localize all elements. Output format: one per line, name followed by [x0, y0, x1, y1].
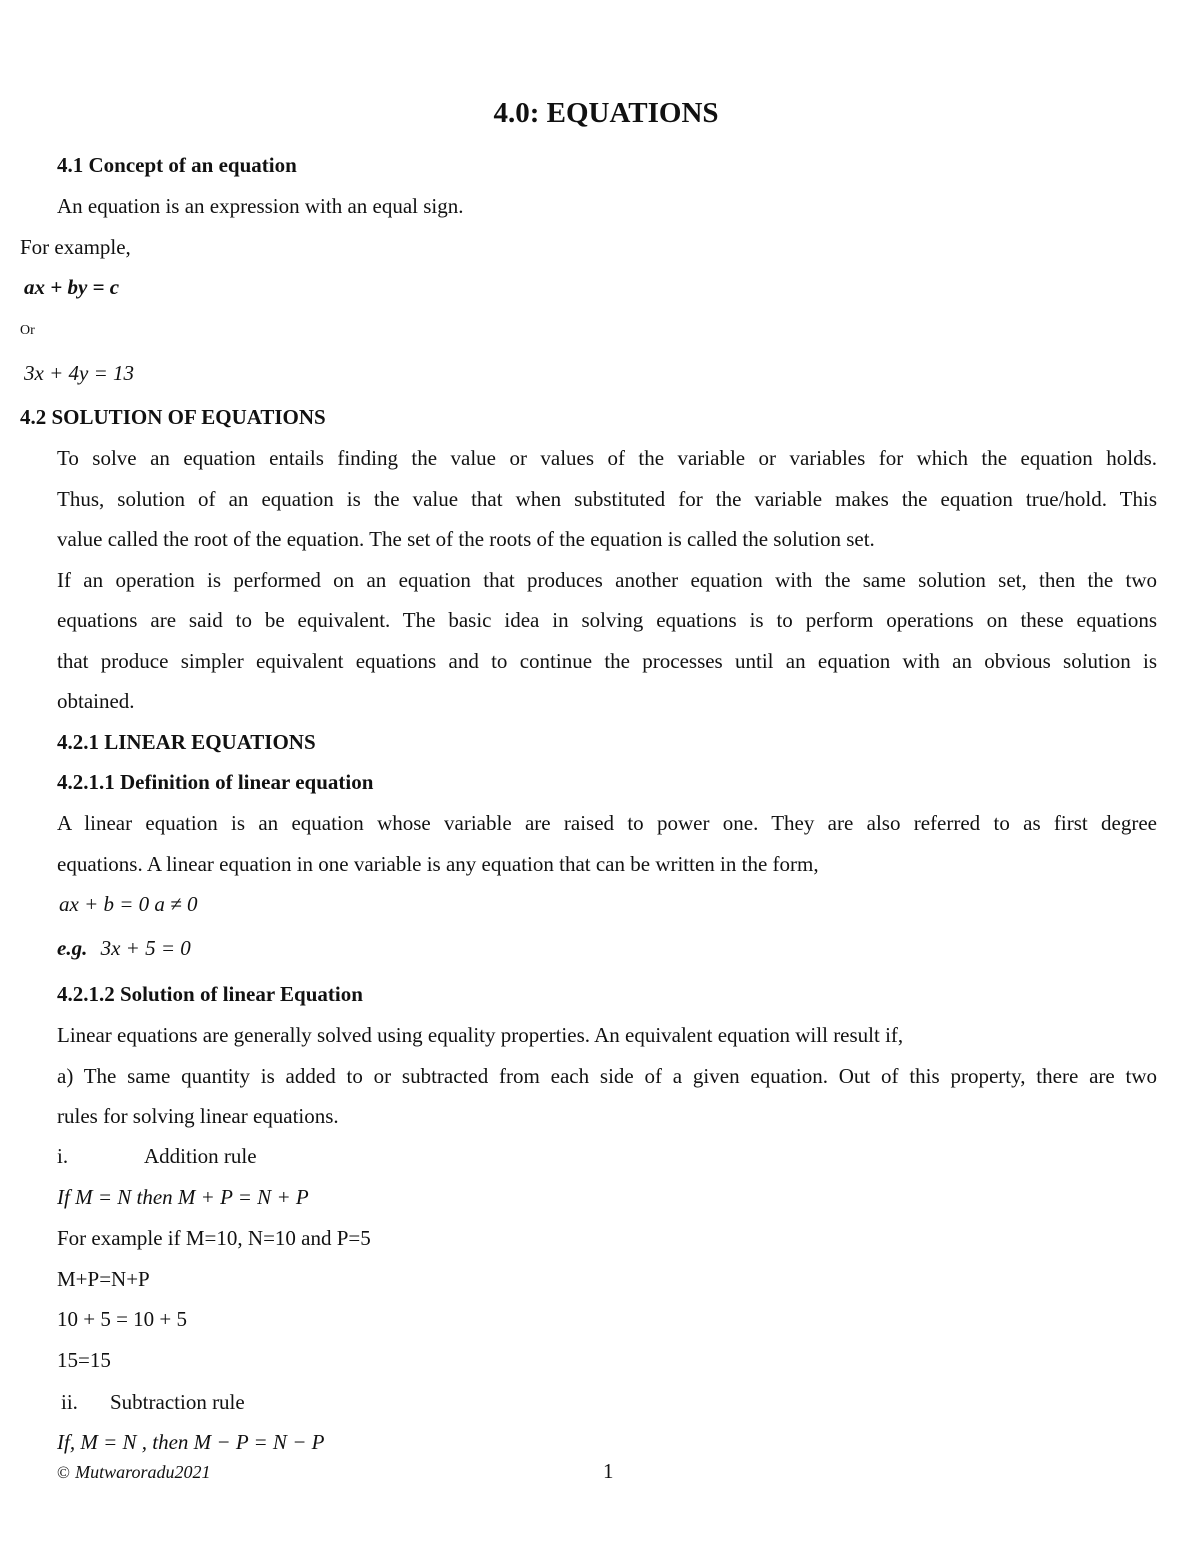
- copyright-symbol: ©: [57, 1463, 70, 1482]
- linear-form-equation: ax + b = 0 a ≠ 0: [59, 892, 198, 916]
- paragraph-line: If an operation is performed on an equation that produces another equation with the same solution set, then the two: [57, 568, 1157, 592]
- paragraph-line: that produce simpler equivalent equations and to continue the processes until an equation with an obvious solution is: [57, 649, 1157, 673]
- footer-copyright: [57, 1458, 211, 1486]
- section-heading-4-2-1-2: 4.2.1.2 Solution of linear Equation: [57, 982, 363, 1006]
- paragraph-line: Linear equations are generally solved using equality properties. An equivalent equation will result if,: [57, 1023, 904, 1047]
- addition-rule-equation: If M = N then M + P = N + P: [57, 1185, 309, 1209]
- section-heading-4-2-1: 4.2.1 LINEAR EQUATIONS: [57, 730, 316, 754]
- paragraph-line: equations. A linear equation in one variable is any equation that can be written in the form,: [57, 852, 819, 876]
- general-equation: ax + by = c: [24, 275, 120, 299]
- paragraph-line: A linear equation is an equation whose variable are raised to power one. They are also referred to as first degree: [57, 811, 1157, 835]
- rule-ii-number: ii.: [61, 1390, 78, 1414]
- for-example-label: For example,: [20, 235, 131, 259]
- rule-i-label: Addition rule: [144, 1144, 257, 1168]
- page-title: 4.0: EQUATIONS: [493, 97, 719, 129]
- subtraction-rule-equation: If, M = N , then M − P = N − P: [57, 1430, 325, 1454]
- section-heading-4-1: 4.1 Concept of an equation: [57, 153, 297, 177]
- paragraph-line: equations are said to be equivalent. The basic idea in solving equations is to perform operations on these equations: [57, 608, 1157, 632]
- addition-example: For example if M=10, N=10 and P=5: [57, 1226, 371, 1250]
- eg-equation: 3x + 5 = 0: [100, 936, 191, 960]
- addition-step: M+P=N+P: [57, 1267, 150, 1291]
- paragraph-line: value called the root of the equation. The set of the roots of the equation is called the solution set.: [57, 527, 875, 551]
- addition-step: 15=15: [57, 1348, 111, 1372]
- footer-author: Mutwaroradu2021: [75, 1462, 211, 1482]
- paragraph-line: a) The same quantity is added to or subtracted from each side of a given equation. Out of this property, there are two: [57, 1064, 1157, 1088]
- addition-step: 10 + 5 = 10 + 5: [57, 1307, 188, 1331]
- paragraph-line: obtained.: [57, 689, 135, 713]
- paragraph-line: rules for solving linear equations.: [57, 1104, 339, 1128]
- section-heading-4-2-1-1: 4.2.1.1 Definition of linear equation: [57, 770, 374, 794]
- rule-i-number: i.: [57, 1144, 69, 1168]
- page-number: 1: [603, 1459, 614, 1483]
- example-equation: 3x + 4y = 13: [24, 361, 134, 385]
- paragraph-line: To solve an equation entails finding the value or values of the variable or variables for which the equation holds.: [57, 446, 1157, 470]
- section-heading-4-2: 4.2 SOLUTION OF EQUATIONS: [20, 405, 326, 429]
- eg-label: e.g.: [57, 936, 88, 960]
- equation-definition: An equation is an expression with an equal sign.: [57, 194, 464, 218]
- or-label: Or: [20, 323, 35, 338]
- paragraph-line: Thus, solution of an equation is the value that when substituted for the variable makes the equation true/hold. This: [57, 487, 1157, 511]
- example-line: [57, 935, 191, 961]
- rule-ii-label: Subtraction rule: [110, 1390, 245, 1414]
